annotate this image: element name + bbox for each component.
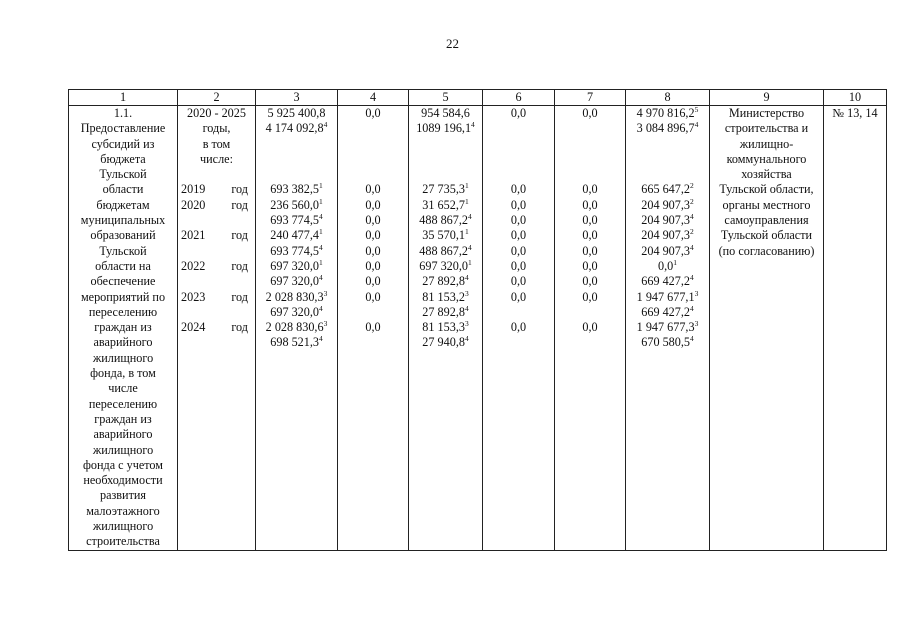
- footnote-mark: 4: [690, 303, 694, 313]
- footnote-mark: 4: [319, 242, 323, 252]
- spacer: [486, 152, 551, 167]
- footnote-mark: 3: [464, 288, 469, 298]
- column-header: 9: [710, 90, 824, 106]
- amount: 0,0: [510, 320, 527, 335]
- amount: 0,0: [582, 320, 598, 335]
- measure-name-line: Тульской: [99, 243, 147, 258]
- column-header: 10: [824, 90, 887, 106]
- amount: 697 320,0$^4$: [270, 273, 323, 289]
- spacer: [259, 167, 334, 182]
- measure-name-line: бюджета: [100, 151, 146, 166]
- footnote-mark: 3: [323, 288, 328, 298]
- year-value: 2019: [181, 182, 206, 197]
- footnote-mark: 3: [323, 319, 328, 329]
- amount: 27 735,3$^1$: [422, 181, 469, 197]
- amount: 4 970 816,2$^5$: [636, 105, 699, 120]
- spacer: [341, 137, 405, 152]
- column-header: 3: [256, 90, 338, 106]
- amount: [558, 335, 622, 350]
- measure-name-line: области: [102, 182, 144, 197]
- indicator-cell: [824, 106, 887, 551]
- amount: [486, 305, 551, 320]
- measure-name-line: обеспечение: [90, 274, 156, 289]
- year-word: год: [231, 289, 248, 304]
- amount: 954 584,6: [421, 106, 470, 120]
- footnote-mark: 2: [690, 196, 694, 206]
- footnote-mark: 1: [673, 257, 677, 267]
- amount: 670 580,5$^4$: [641, 334, 694, 350]
- amount: 0,0: [365, 274, 381, 289]
- measure-name-line: малоэтажного: [86, 503, 160, 518]
- amount: 0,0: [582, 197, 598, 212]
- spacer: [259, 137, 334, 152]
- indicator-value: № 13, 14: [832, 106, 878, 120]
- footnote-mark: 4: [690, 212, 694, 222]
- footnote-mark: 4: [690, 242, 694, 252]
- year-value: 2021: [181, 228, 206, 243]
- amount: 0,0: [510, 106, 527, 120]
- amount: 27 892,8$^4$: [422, 273, 469, 289]
- executor-line: самоуправления: [724, 213, 809, 228]
- measure-name-line: муниципальных: [80, 213, 166, 228]
- period-cell: [178, 106, 256, 551]
- measure-name-line: Предоставление: [80, 121, 166, 136]
- measure-name-line: жилищного: [92, 519, 154, 534]
- year-value: 2024: [181, 320, 206, 335]
- spacer: [486, 167, 551, 182]
- amount: 5 925 400,8: [267, 106, 326, 120]
- amount: 204 907,3$^4$: [641, 242, 694, 258]
- amount: 697 320,0$^1$: [270, 257, 323, 273]
- year-label: [181, 198, 252, 213]
- spacer: [558, 121, 622, 136]
- amount: 31 652,7$^1$: [422, 196, 469, 212]
- measure-name-line: переселению: [88, 304, 158, 319]
- footnote-mark: 1: [319, 196, 323, 206]
- amount: 697 320,0$^4$: [270, 303, 323, 319]
- measure-name-line: области на: [95, 258, 151, 273]
- executor-line: Министерство: [728, 106, 805, 120]
- measure-name-line: аварийного: [93, 335, 153, 350]
- spacer: [629, 137, 706, 152]
- column-header: 1: [69, 90, 178, 106]
- amount: 0,0: [582, 213, 598, 228]
- year-word: год: [231, 182, 248, 197]
- measure-name-line: граждан из: [94, 411, 152, 426]
- measure-name-line: бюджетам: [96, 197, 150, 212]
- amount: [341, 335, 405, 350]
- column-number-row: [69, 90, 887, 106]
- amount: 204 907,3$^2$: [641, 196, 694, 212]
- amount: 1 947 677,1$^3$: [636, 288, 699, 304]
- total-funding-cell: [256, 106, 338, 551]
- footnote-mark: 4: [690, 334, 694, 344]
- year-word: год: [231, 228, 248, 243]
- measure-name-line: мероприятий по: [80, 289, 166, 304]
- year-word: год: [231, 197, 248, 212]
- spacer: [486, 137, 551, 152]
- amount: 0,0: [582, 258, 598, 273]
- fund-budget-cell: [626, 106, 710, 551]
- regional-budget-cell: [409, 106, 483, 551]
- footnote-mark: 3: [694, 319, 699, 329]
- spacer: [259, 152, 334, 167]
- spacer: [558, 137, 622, 152]
- amount: 4 174 092,8$^4$: [265, 120, 328, 136]
- year-word: год: [231, 320, 248, 335]
- amount: 693 774,5$^4$: [270, 242, 323, 258]
- executor-line: (по согласованию): [718, 243, 815, 258]
- year-value: 2022: [181, 258, 206, 273]
- measure-name-line: фонда, в том: [90, 366, 156, 381]
- footnote-mark: 4: [319, 212, 323, 222]
- amount: 697 320,0$^1$: [419, 257, 472, 273]
- amount: 0,0: [510, 197, 527, 212]
- extrabudgetary-cell: [555, 106, 626, 551]
- amount: 204 907,3$^2$: [641, 227, 694, 243]
- measure-name-line: числе: [108, 381, 138, 396]
- amount: 2 028 830,6$^3$: [265, 319, 328, 335]
- amount: 669 427,2$^4$: [641, 303, 694, 319]
- column-header: 2: [178, 90, 256, 106]
- footnote-mark: 4: [690, 273, 694, 283]
- footnote-mark: 1: [464, 227, 469, 237]
- column-header: 5: [409, 90, 483, 106]
- measure-name-line: граждан из: [94, 320, 152, 335]
- executor-line: строительства и: [724, 121, 809, 136]
- measure-name-line: 1.1.: [113, 106, 133, 120]
- spacer: [486, 121, 551, 136]
- amount: 0,0: [365, 106, 381, 120]
- executor-line: хозяйства: [741, 167, 792, 182]
- measure-name-line: переселению: [88, 396, 158, 411]
- amount: 35 570,1$^1$: [422, 227, 469, 243]
- amount: 1 947 677,3$^3$: [636, 319, 699, 335]
- year-label: [181, 228, 252, 243]
- measure-name-line: развития: [99, 488, 147, 503]
- executor-line: жилищно-: [739, 136, 794, 151]
- amount: 0,0: [510, 274, 527, 289]
- footnote-mark: 4: [319, 303, 323, 313]
- amount: 0,0: [510, 182, 527, 197]
- amount: [341, 305, 405, 320]
- amount: 27 892,8$^4$: [422, 303, 469, 319]
- amount: 2 028 830,3$^3$: [265, 288, 328, 304]
- year-label: [181, 320, 252, 335]
- amount: 0,0: [510, 289, 527, 304]
- period-line: годы,: [202, 121, 231, 136]
- amount: [558, 305, 622, 320]
- executor-line: Тульской области,: [719, 182, 814, 197]
- amount: 204 907,3$^4$: [641, 212, 694, 228]
- footnote-mark: 1: [464, 181, 469, 191]
- footnote-mark: 4: [694, 120, 699, 130]
- year-label: [181, 182, 252, 197]
- year-label: [181, 259, 252, 274]
- amount: 0,0: [582, 289, 598, 304]
- amount: 693 382,5$^1$: [270, 181, 323, 197]
- spacer: [412, 167, 479, 182]
- period-line: в том: [202, 136, 231, 151]
- period-line: 2020 - 2025: [187, 106, 246, 120]
- footnote-mark: 4: [323, 120, 328, 130]
- spacer: [181, 335, 252, 350]
- amount: 0,0: [365, 228, 381, 243]
- spacer: [341, 152, 405, 167]
- amount: 0,0: [582, 228, 598, 243]
- amount: 0,0: [365, 243, 381, 258]
- page-number: 22: [446, 36, 459, 51]
- executor-line: органы местного: [722, 197, 811, 212]
- footnote-mark: 2: [690, 227, 694, 237]
- amount: 698 521,3$^4$: [270, 334, 323, 350]
- executor-line: коммунального: [726, 151, 807, 166]
- measure-name-line: необходимости: [83, 473, 163, 488]
- footnote-mark: 4: [319, 334, 323, 344]
- footnote-mark: 1: [319, 181, 323, 191]
- footnote-mark: 4: [464, 334, 469, 344]
- measure-name-line: фонда с учетом: [83, 457, 163, 472]
- column-header: 7: [555, 90, 626, 106]
- measure-name-line: жилищного: [92, 350, 154, 365]
- spacer: [181, 167, 252, 182]
- measure-name-line: аварийного: [93, 427, 153, 442]
- measure-name-line: Тульской: [99, 167, 147, 182]
- amount: 0,0: [510, 228, 527, 243]
- amount: 236 560,0$^1$: [270, 196, 323, 212]
- spacer: [558, 167, 622, 182]
- spacer: [341, 121, 405, 136]
- amount: 669 427,2$^4$: [641, 273, 694, 289]
- footnote-mark: 1: [468, 257, 472, 267]
- amount: 81 153,2$^3$: [422, 288, 469, 304]
- spacer: [629, 152, 706, 167]
- footnote-mark: 4: [471, 120, 475, 130]
- amount: 3 084 896,7$^4$: [636, 120, 699, 136]
- column-header: 6: [483, 90, 555, 106]
- spacer: [341, 167, 405, 182]
- amount: 0,0: [365, 320, 381, 335]
- amount: [486, 335, 551, 350]
- amount: 0,0: [510, 213, 527, 228]
- footnote-mark: 3: [694, 288, 699, 298]
- footnote-mark: 4: [468, 212, 472, 222]
- amount: 0,0: [582, 243, 598, 258]
- amount: 0,0: [510, 258, 527, 273]
- amount: 0,0: [582, 106, 598, 120]
- amount: $0,0^1$: [658, 257, 677, 273]
- period-line: числе:: [200, 151, 233, 166]
- footnote-mark: 4: [319, 273, 323, 283]
- footnote-mark: 1: [464, 196, 469, 206]
- year-word: год: [231, 258, 248, 273]
- measure-name-line: образований: [90, 228, 156, 243]
- spacer: [181, 305, 252, 320]
- footnote-mark: 4: [464, 303, 469, 313]
- amount: 81 153,3$^3$: [422, 319, 469, 335]
- federal-budget-cell: [338, 106, 409, 551]
- executor-line: Тульской области: [720, 228, 813, 243]
- spacer: [558, 152, 622, 167]
- amount: 0,0: [582, 274, 598, 289]
- local-budget-cell: [483, 106, 555, 551]
- amount: 488 867,2$^4$: [419, 212, 472, 228]
- spacer: [629, 167, 706, 182]
- measure-name-line: жилищного: [92, 442, 154, 457]
- amount: 27 940,8$^4$: [422, 334, 469, 350]
- year-label: [181, 290, 252, 305]
- amount: 0,0: [365, 258, 381, 273]
- table-row: [69, 106, 887, 551]
- spacer: [181, 213, 252, 228]
- amount: 693 774,5$^4$: [270, 212, 323, 228]
- footnote-mark: 2: [690, 181, 694, 191]
- spacer: [412, 137, 479, 152]
- measure-name-cell: [69, 106, 178, 551]
- amount: 0,0: [365, 197, 381, 212]
- amount: 0,0: [510, 243, 527, 258]
- executor-cell: [710, 106, 824, 551]
- amount: 488 867,2$^4$: [419, 242, 472, 258]
- amount: 1089 196,1$^4$: [416, 120, 475, 136]
- program-table: [68, 89, 887, 551]
- amount: 0,0: [365, 182, 381, 197]
- footnote-mark: 4: [464, 273, 469, 283]
- amount: 0,0: [582, 182, 598, 197]
- footnote-mark: 1: [319, 257, 323, 267]
- amount: 0,0: [365, 213, 381, 228]
- spacer: [181, 274, 252, 289]
- amount: 0,0: [365, 289, 381, 304]
- column-header: 8: [626, 90, 710, 106]
- measure-name-line: субсидий из: [91, 136, 155, 151]
- footnote-mark: 5: [694, 105, 699, 114]
- footnote-mark: 4: [468, 242, 472, 252]
- amount: 240 477,4$^1$: [270, 227, 323, 243]
- footnote-mark: 1: [319, 227, 323, 237]
- year-value: 2020: [181, 197, 206, 212]
- year-value: 2023: [181, 289, 206, 304]
- footnote-mark: 3: [464, 319, 469, 329]
- measure-name-line: строительства: [86, 534, 160, 549]
- column-header: 4: [338, 90, 409, 106]
- amount: 665 647,2$^2$: [641, 181, 694, 197]
- spacer: [412, 152, 479, 167]
- spacer: [181, 244, 252, 259]
